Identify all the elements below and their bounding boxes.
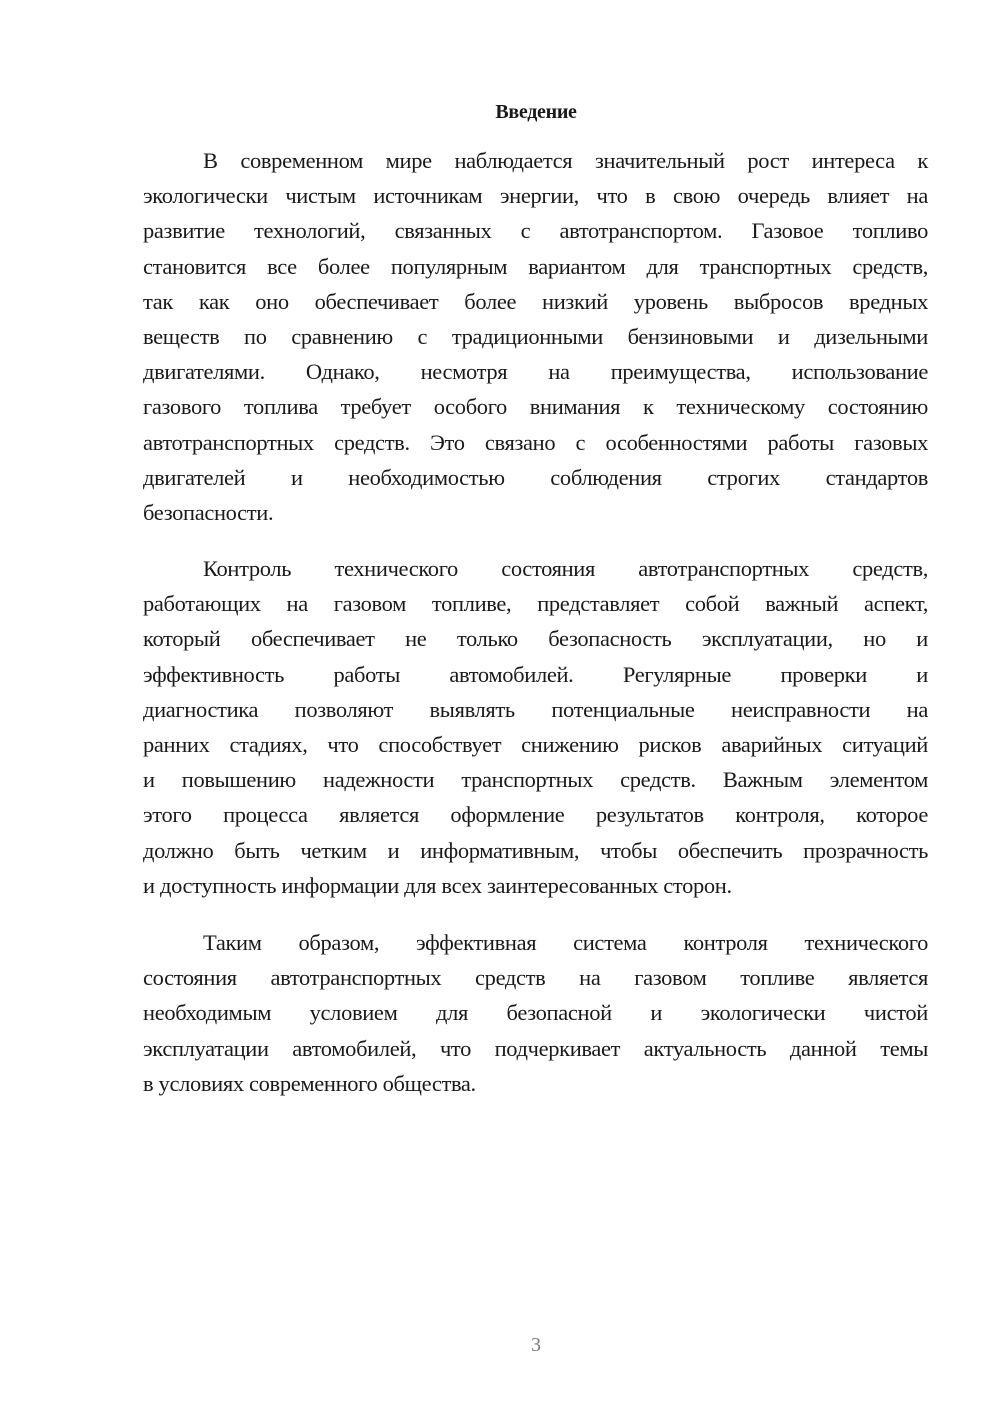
paragraph-line: эксплуатации автомобилей, что подчеркивает актуальность данной темы — [143, 1035, 928, 1061]
paragraph-line: так как оно обеспечивает более низкий уровень выбросов вредных — [143, 288, 928, 314]
paragraph-line: двигателей и необходимостью соблюдения строгих стандартов — [143, 464, 928, 490]
paragraph-1 — [143, 143, 928, 530]
paragraph-line: необходимым условием для безопасной и экологически чистой — [143, 1000, 928, 1026]
paragraph-line: состояния автотранспортных средств на газовом топливе является — [143, 965, 928, 991]
paragraph-line: и доступность информации для всех заинтересованных сторон. — [143, 872, 732, 898]
paragraph-line: безопасности. — [143, 499, 274, 525]
paragraph-line: должно быть четким и информативным, чтобы обеспечить прозрачность — [143, 837, 928, 863]
paragraph-line: работающих на газовом топливе, представляет собой важный аспект, — [143, 591, 928, 617]
paragraph-line: становится все более популярным вариантом для транспортных средств, — [143, 253, 928, 279]
paragraph-line: эффективность работы автомобилей. Регулярные проверки и — [143, 661, 928, 687]
section-title: Введение — [495, 101, 577, 123]
paragraph-line: который обеспечивает не только безопасность эксплуатации, но и — [143, 626, 928, 652]
paragraph-2 — [143, 551, 928, 903]
paragraph-line: ранних стадиях, что способствует снижению рисков аварийных ситуаций — [143, 731, 928, 757]
paragraph-line: диагностика позволяют выявлять потенциальные неисправности на — [143, 696, 928, 722]
paragraph-3 — [143, 925, 928, 1101]
paragraph-line: автотранспортных средств. Это связано с особенностями работы газовых — [143, 429, 928, 455]
paragraph-line: двигателями. Однако, несмотря на преимущества, использование — [143, 359, 928, 385]
paragraph-line: и повышению надежности транспортных средств. Важным элементом — [143, 767, 928, 793]
paragraph-line: газового топлива требует особого внимания к техническому состоянию — [143, 394, 928, 420]
paragraph-line: этого процесса является оформление результатов контроля, которое — [143, 802, 928, 828]
paragraph-line: в условиях современного общества. — [143, 1070, 476, 1096]
paragraph-line: веществ по сравнению с традиционными бензиновыми и дизельными — [143, 323, 928, 349]
page-number: 3 — [531, 1334, 541, 1356]
paragraph-line: В современном мире наблюдается значительный рост интереса к — [203, 148, 928, 173]
paragraph-line: Контроль технического состояния автотранспортных средств, — [203, 556, 928, 581]
paragraph-line: экологически чистым источникам энергии, что в свою очередь влияет на — [143, 183, 928, 209]
paragraph-line: Таким образом, эффективная система контроля технического — [203, 930, 928, 955]
paragraph-line: развитие технологий, связанных с автотранспортом. Газовое топливо — [143, 218, 928, 244]
